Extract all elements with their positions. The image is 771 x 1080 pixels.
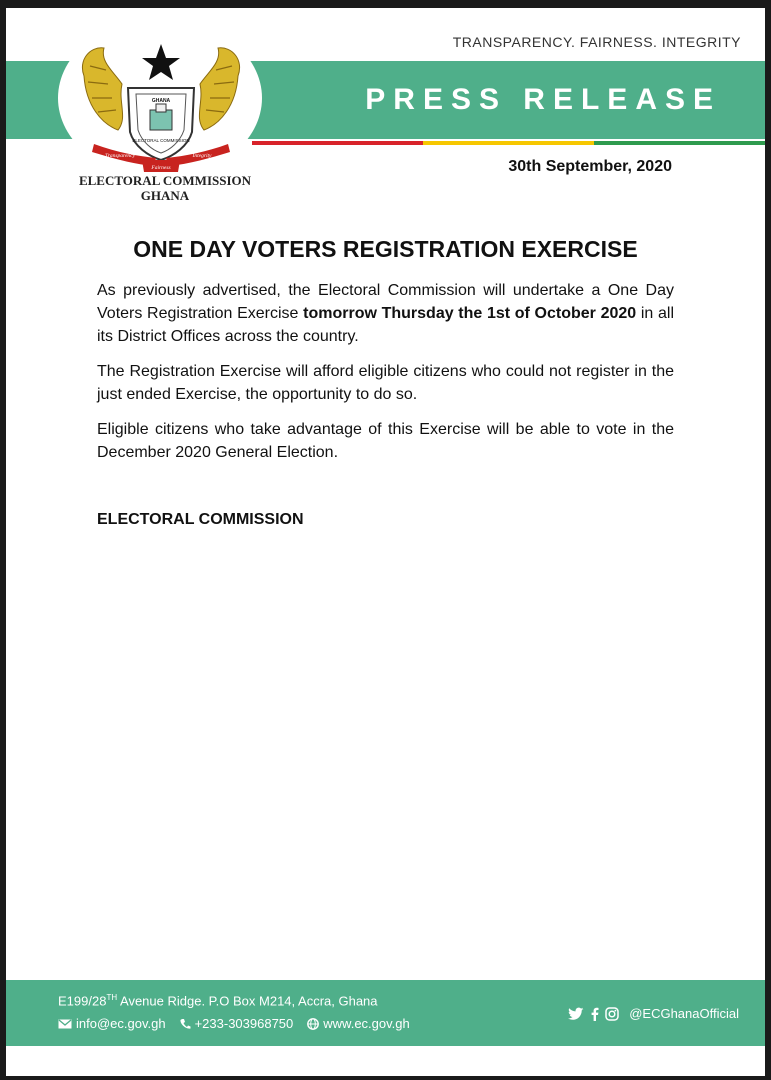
flag-stripes — [252, 141, 765, 145]
paragraph-1-start: As previously advertised, the Electoral Commission will undertake a One Day Voters Registration Exercise — [97, 282, 674, 322]
address-superscript: TH — [106, 993, 118, 1002]
logo-fairness-text: Fairness — [151, 165, 171, 171]
paragraph-1-emphasis: tomorrow Thursday the 1st of October 2020 — [303, 305, 637, 322]
logo — [50, 18, 272, 208]
green-stripe — [594, 141, 765, 145]
phone-text: +233-303968750 — [194, 1016, 294, 1031]
logo-integrity-text: Integrity — [192, 153, 212, 159]
organization-name — [70, 173, 260, 203]
website-contact[interactable] — [307, 1016, 409, 1031]
address-number: E199/28 — [58, 993, 107, 1009]
paragraph-3: Eligible citizens who take advantage of this Exercise will be able to vote in the December 2020 General Election. — [97, 421, 674, 461]
email-contact[interactable] — [58, 1016, 166, 1031]
signature: ELECTORAL COMMISSION — [97, 511, 304, 528]
footer-contacts — [58, 1016, 410, 1031]
address-street: Avenue Ridge. P.O Box M214, Accra, Ghana — [117, 993, 378, 1009]
organization-name-line1: ELECTORAL COMMISSION — [78, 173, 252, 188]
document-body — [97, 279, 674, 476]
social-handle: @ECGhanaOfficial — [629, 1006, 739, 1021]
facebook-icon[interactable] — [590, 1007, 599, 1021]
yellow-stripe — [423, 141, 594, 145]
tagline: TRANSPARENCY. FAIRNESS. INTEGRITY — [452, 34, 741, 50]
website-text: www.ec.gov.gh — [323, 1016, 410, 1031]
release-date: 30th September, 2020 — [508, 158, 672, 175]
footer-address — [58, 993, 378, 1008]
phone-icon — [180, 1018, 191, 1030]
logo-transparency-text: Transparency — [104, 153, 136, 159]
red-stripe — [252, 141, 423, 145]
footer — [6, 980, 765, 1046]
organization-name-line2: GHANA — [140, 188, 190, 203]
paragraph-1 — [97, 279, 674, 348]
phone-contact[interactable] — [180, 1016, 294, 1031]
logo-ghana-text: GHANA — [151, 98, 171, 104]
email-text: info@ec.gov.gh — [76, 1016, 166, 1031]
mail-icon — [58, 1019, 72, 1029]
globe-icon — [307, 1018, 319, 1030]
logo-ring-text: ELECTORAL COMMISSION — [132, 138, 190, 143]
coat-of-arms-icon — [76, 26, 246, 176]
press-release-title: PRESS RELEASE — [365, 83, 721, 116]
document-heading: ONE DAY VOTERS REGISTRATION EXERCISE — [133, 236, 638, 262]
twitter-icon[interactable] — [568, 1007, 584, 1021]
paragraph-2: The Registration Exercise will afford eligible citizens who could not register in the just ended Exercise, the opportunity to do so. — [97, 363, 674, 403]
instagram-icon[interactable] — [605, 1007, 619, 1021]
social-links[interactable] — [568, 1006, 739, 1021]
press-release-page — [6, 8, 765, 1076]
paragraph-1-end: in all its District Offices across the country. — [97, 305, 675, 345]
